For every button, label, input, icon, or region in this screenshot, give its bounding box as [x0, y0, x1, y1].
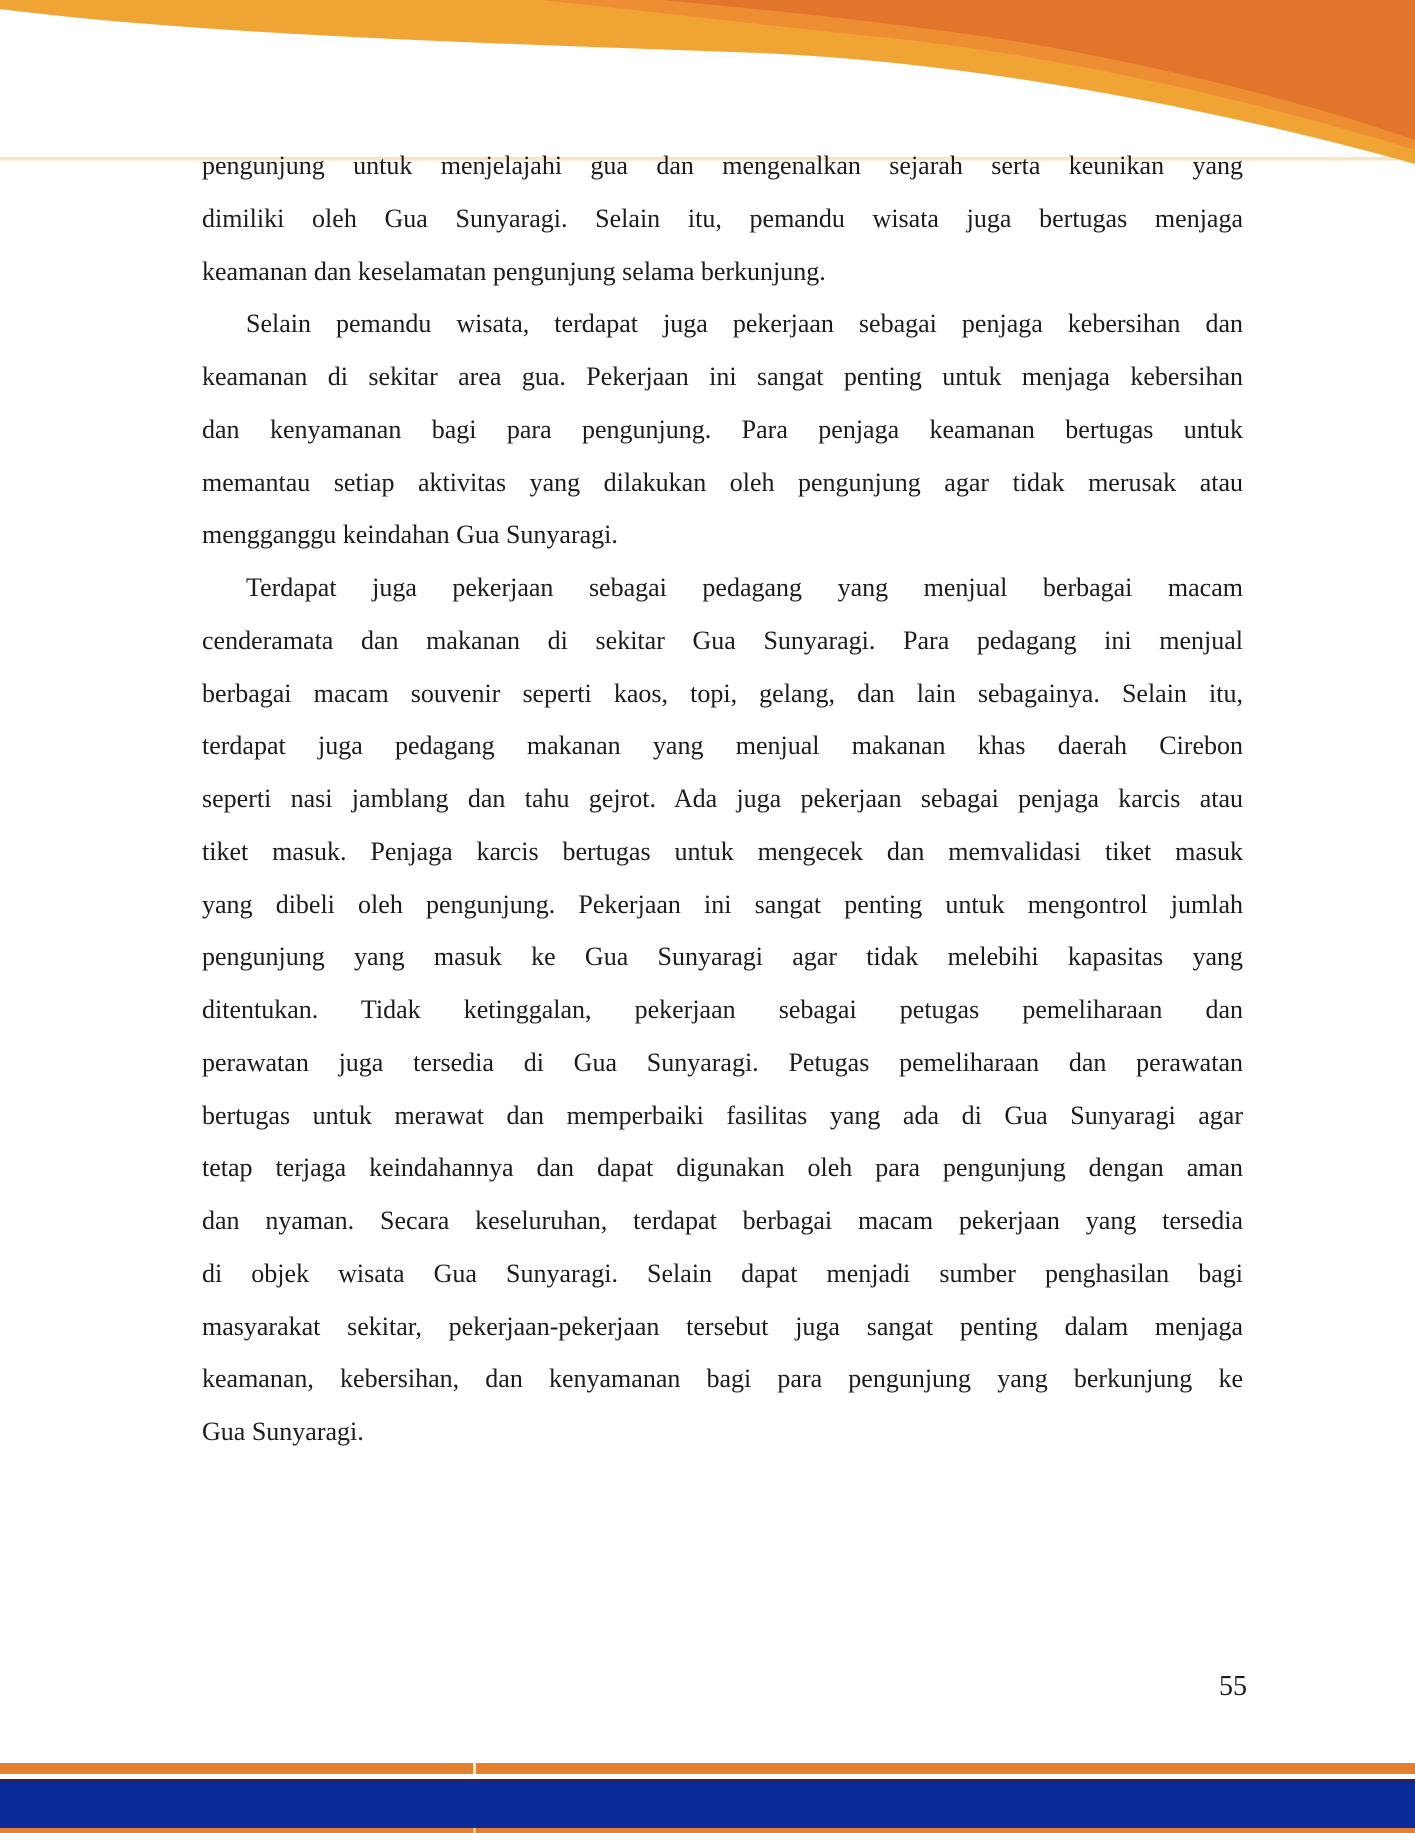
body-text-line: mengganggu keindahan Gua Sunyaragi.: [202, 520, 618, 550]
body-text-line: yang dibeli oleh pengunjung. Pekerjaan ini sangat penting untuk mengontrol jumlah: [202, 889, 1243, 919]
body-text-line: di objek wisata Gua Sunyaragi. Selain dapat menjadi sumber penghasilan bagi: [202, 1258, 1243, 1288]
body-text-line: cenderamata dan makanan di sekitar Gua Sunyaragi. Para pedagang ini menjual: [202, 625, 1243, 655]
body-text-line: pengunjung yang masuk ke Gua Sunyaragi agar tidak melebihi kapasitas yang: [202, 942, 1243, 972]
body-text-line: dimiliki oleh Gua Sunyaragi. Selain itu, pemandu wisata juga bertugas menjaga: [202, 203, 1243, 233]
body-text-line: Terdapat juga pekerjaan sebagai pedagang yang menjual berbagai macam: [246, 573, 1243, 602]
footer-orange-bar: [0, 1763, 1415, 1774]
body-text-line: keamanan, kebersihan, dan kenyamanan bagi para pengunjung yang berkunjung ke: [202, 1364, 1243, 1394]
body-text-line: tetap terjaga keindahannya dan dapat digunakan oleh para pengunjung dengan aman: [202, 1153, 1243, 1183]
body-text-line: perawatan juga tersedia di Gua Sunyaragi. Petugas pemeliharaan dan perawatan: [202, 1047, 1243, 1077]
body-text-line: Selain pemandu wisata, terdapat juga pekerjaan sebagai penjaga kebersihan dan: [246, 309, 1243, 339]
body-text: [202, 140, 1243, 1459]
body-text-line: keamanan di sekitar area gua. Pekerjaan ini sangat penting untuk menjaga kebersihan: [202, 362, 1243, 391]
body-text-line: dan kenyamanan bagi para pengunjung. Para penjaga keamanan bertugas untuk: [202, 414, 1243, 444]
body-text-line: seperti nasi jamblang dan tahu gejrot. Ada juga pekerjaan sebagai penjaga karcis atau: [202, 784, 1243, 813]
footer-navy-band: [0, 1782, 1415, 1828]
body-text-line: keamanan dan keselamatan pengunjung selama berkunjung.: [202, 256, 826, 286]
body-text-line: pengunjung untuk menjelajahi gua dan mengenalkan sejarah serta keunikan yang: [202, 151, 1243, 180]
footer-bottom-orange-bar: [0, 1828, 1415, 1833]
footer-bottom-divider: [473, 1828, 476, 1833]
body-text-line: Gua Sunyaragi.: [202, 1417, 364, 1446]
body-text-line: dan nyaman. Secara keseluruhan, terdapat berbagai macam pekerjaan yang tersedia: [202, 1206, 1243, 1235]
body-text-line: memantau setiap aktivitas yang dilakukan oleh pengunjung agar tidak merusak atau: [202, 467, 1243, 497]
body-text-line: ditentukan. Tidak ketinggalan, pekerjaan sebagai petugas pemeliharaan dan: [202, 995, 1243, 1024]
body-text-line: masyarakat sekitar, pekerjaan-pekerjaan tersebut juga sangat penting dalam menjaga: [202, 1311, 1243, 1341]
body-text-line: tiket masuk. Penjaga karcis bertugas untuk mengecek dan memvalidasi tiket masuk: [202, 836, 1243, 866]
page-number: 55: [1219, 1671, 1247, 1702]
footer-bar-divider: [473, 1763, 476, 1774]
body-text-line: berbagai macam souvenir seperti kaos, topi, gelang, dan lain sebagainya. Selain itu,: [202, 678, 1243, 708]
body-text-line: bertugas untuk merawat dan memperbaiki fasilitas yang ada di Gua Sunyaragi agar: [202, 1100, 1243, 1130]
body-text-line: terdapat juga pedagang makanan yang menjual makanan khas daerah Cirebon: [202, 731, 1243, 761]
